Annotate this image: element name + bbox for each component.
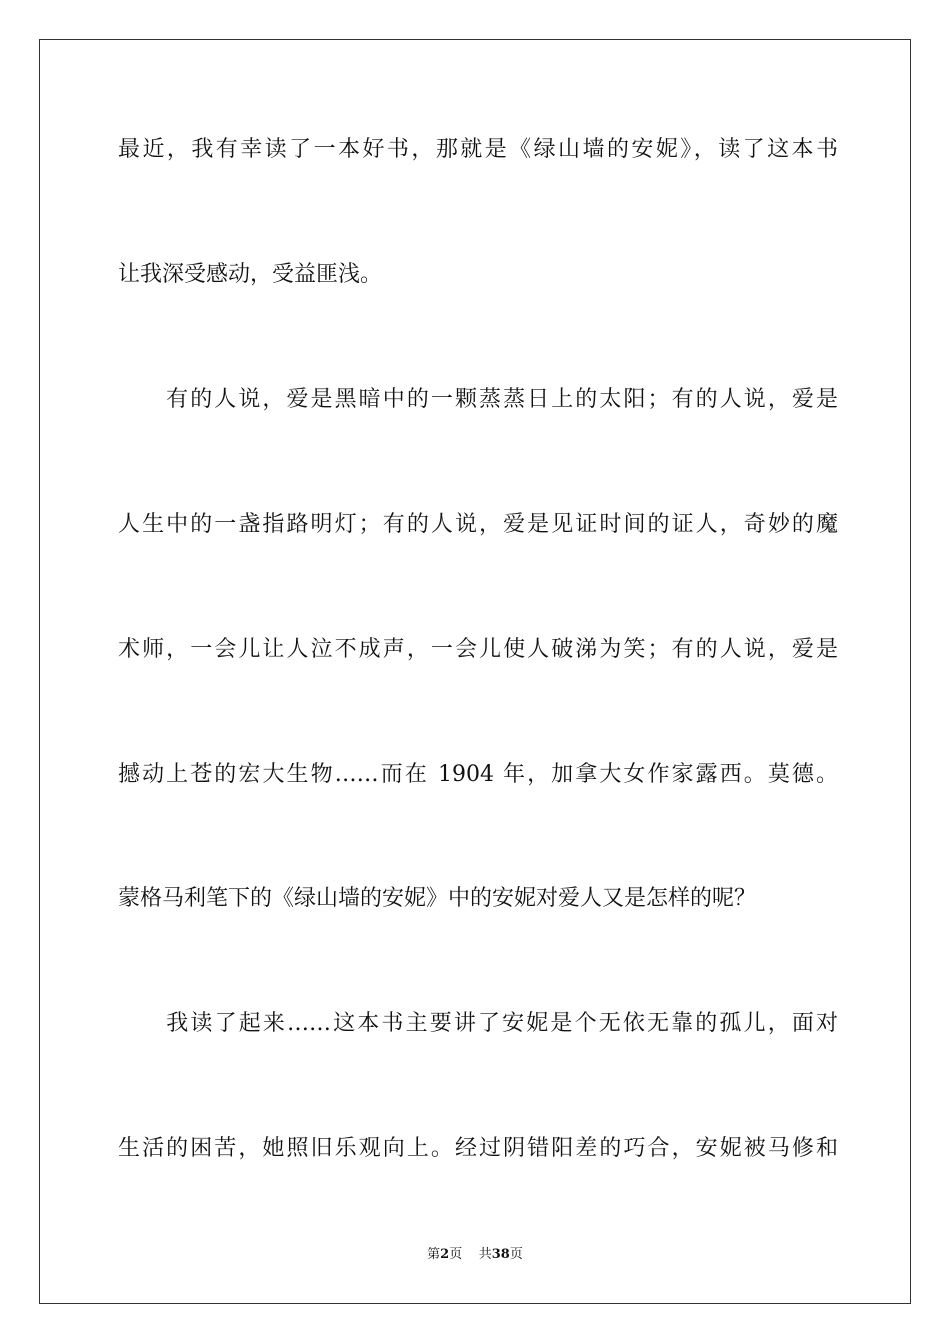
paragraph-2-line-4: 撼动上苍的宏大生物……而在 1904 年，加拿大女作家露西。莫德。 [118,762,838,787]
page-total-prefix: 共 [478,1247,492,1262]
page-frame [39,39,911,1304]
page-footer [0,1246,950,1264]
paragraph-3-line-1: 我读了起来……这本书主要讲了安妮是个无依无靠的孤儿，面对 [118,1011,838,1036]
page-number-prefix: 第 [427,1247,441,1262]
page-number-suffix: 页 [449,1247,463,1262]
page-number-current: 2 [440,1247,450,1262]
paragraph-2-line-3: 术师，一会儿让人泣不成声，一会儿使人破涕为笑；有的人说，爱是 [118,637,838,662]
paragraph-1-line-1: 最近，我有幸读了一本好书，那就是《绿山墙的安妮》，读了这本书 [118,137,838,162]
paragraph-2-line-5: 蒙格马利笔下的《绿山墙的安妮》中的安妮对爱人又是怎样的呢？ [118,886,757,911]
page-total-suffix: 页 [509,1247,523,1262]
paragraph-1-line-2: 让我深受感动，受益匪浅。 [118,262,383,287]
paragraph-2-line-1: 有的人说，爱是黑暗中的一颗蒸蒸日上的太阳；有的人说，爱是 [118,387,838,412]
page-number-total: 38 [491,1247,510,1262]
paragraph-2-line-2: 人生中的一盏指路明灯；有的人说，爱是见证时间的证人，奇妙的魔 [118,512,838,537]
paragraph-3-line-2: 生活的困苦，她照旧乐观向上。经过阴错阳差的巧合，安妮被马修和 [118,1136,838,1161]
